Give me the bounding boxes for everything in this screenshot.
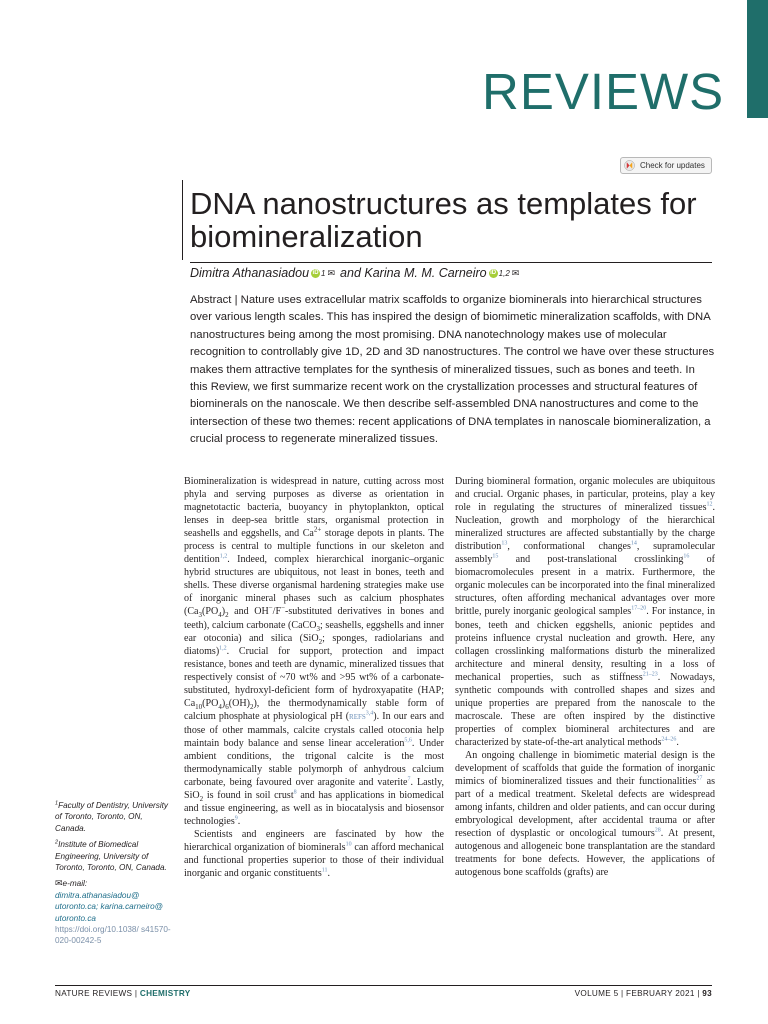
citation-link[interactable]: 14 (630, 540, 637, 547)
doi-link[interactable]: https://doi.org/10.1038/ s41570-020-00242-5 (55, 925, 171, 946)
body-column-left (184, 475, 444, 880)
affiliation-1: $^1$Faculty of Dentistry, University of Toronto, Toronto, ON, Canada. (55, 800, 169, 833)
author-1-name[interactable]: Dimitra Athanasiadou (190, 266, 310, 280)
author-rule (190, 262, 712, 263)
citation-link[interactable]: 9 (234, 815, 238, 822)
citation-link[interactable]: 8 (293, 789, 297, 796)
citation-link[interactable]: 1,2 (219, 553, 228, 560)
footer-rule (55, 985, 712, 986)
citation-link[interactable]: 28 (654, 827, 661, 834)
citation-link[interactable]: 11 (321, 868, 328, 875)
citation-link[interactable]: 1,2 (219, 645, 227, 652)
affiliation-2: $^2$Institute of Biomedical Engineering, University of Toronto, Toronto, ON, Canada. (55, 839, 167, 873)
crossmark-icon (624, 160, 635, 171)
body-paragraph: Biomineralization is widespread in nature, cutting across most phyla and serving purposes as diverse as orientation in magnetotactic bacteria, buoyancy in phytoplankton, optical lenses in deep-sea brittle stars, organismal protection in seashells and eggshells, and $Ca^{2+}$ storage depots in plants. The process is central to multiple functions in our skeleton and dentition$^{1,2}$. Indeed, complex hierarchical inorganic–organic hybrid structures are ubiquitous, not least in bones, teeth and shells. These diverse organismal hardening strategies make use of inorganic mineral phases such as calcium phosphates ($Ca_3(PO_4)_2$ and OH−/F−-substituted derivatives in bones and teeth), calcium carbonate (CaCO$_3$; seashells, eggshells and inner ear otoconia) and silica (SiO$_2$; sponges, radiolarians and diatoms)$^{1,2}$. Crucial for support, protection and impact resistance, bones and teeth are dynamic, mineralized tissues that respectively consist of ~70 wt% and >95 wt% of a carbonate-substituted, hydroxyl-deficient form of hydroxyapatite (HAP; $Ca_{10}(PO_4)_6(OH)_2$), the thermodynamically stable form of calcium phosphate at physiological pH (REFS$^{3,4}$). In our ears and those of other mammals, calcite crystals called otoconia help maintain body balance and sense linear acceleration$^{5,6}$. Under ambient conditions, the trigonal calcite is the most thermodynamically stable polymorph of anhydrous calcium carbonate, being favoured over aragonite and vaterite$^7$. Lastly, SiO$_2$ is found in soil crust$^8$ and has applications in biomedical and tissue engineering, as well as in biocatalysis and biosensor technologies$^9$. (184, 476, 444, 828)
citation-link[interactable]: 21–23 (642, 671, 658, 678)
citation-link[interactable]: 5,6 (404, 737, 412, 744)
footer-issue: VOLUME 5 | FEBRUARY 2021 | 93 (574, 989, 712, 998)
citation-link[interactable]: 12 (706, 501, 713, 508)
citation-link[interactable]: 7 (407, 776, 411, 783)
citation-link[interactable]: 3,4 (365, 710, 374, 717)
check-for-updates-label: Check for updates (640, 161, 705, 170)
citation-link[interactable]: 10 (345, 841, 352, 848)
abstract (190, 292, 715, 449)
section-heading: REVIEWS (482, 63, 725, 120)
body-paragraph: During biomineral formation, organic molecules are ubiquitous and crucial. Organic phases, in particular, proteins, play a key role in regulating the structures of mineralized tissues$^{12}$. Nucleation, growth and morphology of the hierarchical mineralized structures are affected substantially by the charge distribution$^{13}$, conformational changes$^{14}$, supramolecular assembly$^{15}$ and post-translational crosslinking$^{16}$ of biomacromolecules present in a matrix. Furthermore, the organic molecules can be incorporated into the final mineralized structures, often affording mechanical advantages over more brittle, purely inorganic geological samples$^{17-20}$. For instance, in bones, teeth and chicken eggshells, anionic peptides and proteins influence crystal nucleation and growth. Here, any collagen crosslinking malformations disturb the mineralized architecture and mineral density, resulting in a loss of mechanical properties, such as stiffness$^{21-23}$. Nowadays, synthetic compounds with controlled shapes and sizes and unique properties are prepared from the nanoscale to the macroscale. These are often inspired by the distinctive properties of complex biomineral architectures and are characterized by state-of-the-art analytical methods$^{24-26}$. (455, 476, 715, 748)
citation-link[interactable]: 16 (683, 553, 690, 560)
author-line (190, 266, 720, 280)
check-for-updates-button[interactable] (620, 157, 712, 174)
affiliations-sidebar (55, 800, 175, 947)
citation-link[interactable]: 27 (696, 775, 703, 782)
abstract-label: Abstract | (190, 294, 241, 306)
section-color-tab (747, 0, 768, 118)
title-rule (182, 180, 183, 260)
orcid-icon[interactable]: iD (490, 269, 497, 276)
citation-link[interactable]: 13 (501, 540, 508, 547)
body-column-right (455, 475, 715, 879)
author-1-affil: 1 (321, 268, 326, 278)
envelope-icon: ✉ (55, 878, 63, 889)
email-block: ✉e-mail: dimitra.athanasiadou@ utoronto.ca; karina.carneiro@ utoronto.ca (55, 878, 163, 923)
body-paragraph: Scientists and engineers are fascinated by how the hierarchical organization of biominerals$^{10}$ can afford mechanical and functional properties superior to those of their individual inorganic and organic constituents$^{11}$. (184, 829, 444, 880)
body-paragraph: An ongoing challenge in biomimetic material design is the development of scaffolds that guide the formation of inorganic mimics of biomineralized tissues and their functionalities$^{27}$ as part of a medical treatment. Skeletal defects are widespread among infants, children and older patients, and can occur during embryological development, after accidental trauma or after resection of dysplastic or oncological tumours$^{28}$. At present, autogenous and allogeneic bone transplantation are the standard treatments for bone defects. However, the applications of autogenous bone scaffolds (grafts) are (455, 749, 716, 879)
author-2-name[interactable]: and Karina M. M. Carneiro (340, 266, 487, 280)
author-2-affil: 1,2 (498, 268, 510, 278)
refs-link[interactable]: REFS (349, 712, 366, 721)
email-icon[interactable]: ✉ (327, 267, 336, 278)
article-title: DNA nanostructures as templates for biomineralization (190, 186, 697, 254)
citation-link[interactable]: 15 (492, 553, 499, 560)
orcid-icon[interactable]: iD (312, 269, 319, 276)
footer-journal: NATURE REVIEWS | CHEMISTRY (55, 989, 191, 998)
email-icon[interactable]: ✉ (511, 267, 520, 278)
abstract-text: Nature uses extracellular matrix scaffolds to organize biominerals into hierarchical structures over various length scales. This has inspired the design of biomimetic mineralization scaffolds, with DNA nanostructures being among the most promising. DNA nanotechnology makes use of molecular recognition to controllably give 1D, 2D and 3D nanostructures. The control we have over these structures makes them attractive templates for the synthesis of mineralized tissues, such as bones and teeth. In this Review, we first summarize recent work on the crystallization processes and structural features of biominerals on the nanoscale. We then describe self-assembled DNA nanostructures and come to the intersection of these two themes: recent applications of DNA templates in nanoscale biomineralization, a crucial process to regenerate mineralized tissues. (190, 294, 715, 446)
citation-link[interactable]: 24–26 (661, 736, 677, 743)
email-links[interactable]: dimitra.athanasiadou@ utoronto.ca; karina.carneiro@ utoronto.ca (55, 890, 163, 923)
citation-link[interactable]: 17–20 (631, 606, 647, 613)
page-number: 93 (702, 989, 712, 998)
